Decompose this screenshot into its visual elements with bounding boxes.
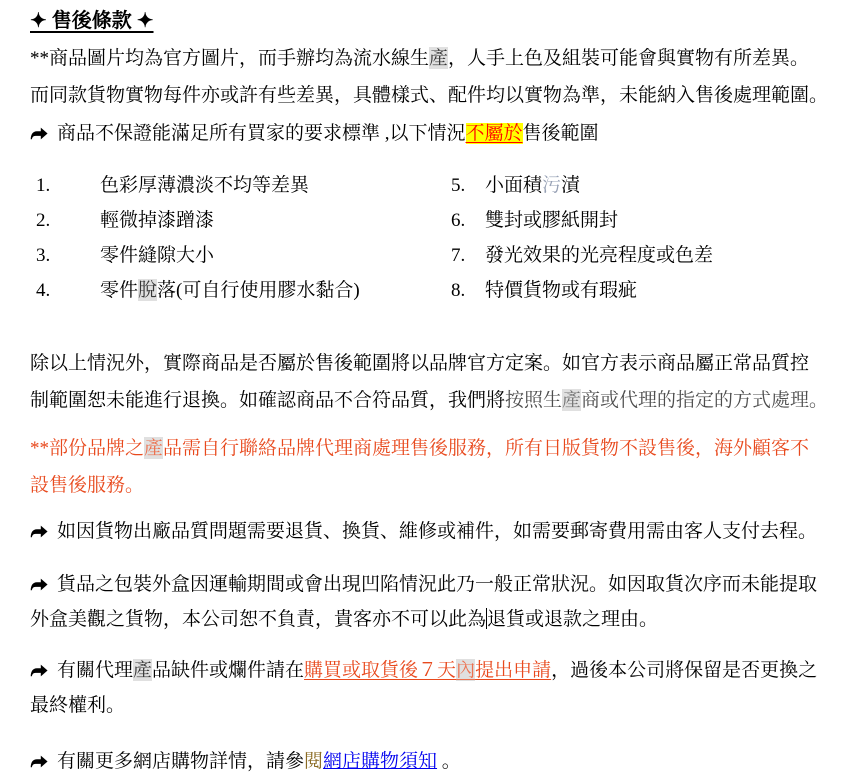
item-number: 6. [451, 210, 466, 231]
fallback-glyph: 污 [542, 174, 562, 196]
brand-note-line-1: **部份品牌之產品需自行聯絡品牌代理商處理售後服務，所有日版貨物不設售後，海外顧客不 [30, 437, 810, 459]
intro-text: **商品圖片均為官方圖片，而手辦均為流水線生 [30, 48, 430, 69]
exclusion-item: 1. 色彩厚薄濃淡不均等差異 [30, 168, 451, 203]
shipping-note-line [30, 513, 846, 550]
exclusion-row [30, 168, 846, 203]
missing-parts-line-2: 最終權利。 [30, 695, 126, 716]
item-number: 2. [36, 210, 51, 231]
exclusion-list [30, 168, 846, 308]
fallback-glyph: 產 [133, 659, 153, 681]
packaging-note-paragraph [30, 567, 846, 637]
brand-note-line-2: 設售後服務。 [30, 475, 145, 496]
item-number: 7. [451, 245, 466, 266]
packaging-note-line-1: 貨品之包裝外盒因運輸期間或會出現凹陷情況此乃一般正常狀況。如因取貨次序而未能提取 [30, 567, 846, 602]
arrow-icon [30, 664, 48, 677]
intro-line-1 [30, 40, 846, 77]
shipping-note-text: 如因貨物出廠品質問題需要退貨、換貨、維修或補件，如需要郵寄費用需由客人支付去程。 [57, 521, 818, 542]
notice-line [30, 115, 846, 152]
item-number: 4. [36, 280, 51, 301]
arrow-icon [30, 578, 48, 591]
gray-text-run: 按照生產商或代理的指定的方式處理。 [505, 389, 829, 411]
arrow-icon [30, 127, 48, 140]
fallback-glyph: 產 [562, 389, 582, 411]
intro-paragraph [30, 40, 846, 114]
exclusion-item: 2. 輕微掉漆蹭漆 [30, 203, 451, 238]
exclusion-row [30, 238, 846, 273]
missing-parts-line-1: 有關代理產品缺件或爛件請在購買或取貨後７天內提出申請，過後本公司將保留是否更換之 [30, 653, 846, 688]
highlighted-exclusion-text: 不屬於 [465, 123, 523, 144]
notice-text: 商品不保證能滿足所有買家的要求標準 ,以下情況 [57, 123, 466, 144]
brand-note-paragraph [30, 430, 846, 504]
arrow-icon [30, 525, 48, 538]
policy-paragraph [30, 345, 846, 419]
exclusion-item: 3. 零件縫隙大小 [30, 238, 451, 273]
arrow-icon [30, 755, 48, 768]
fallback-glyph: 產 [429, 47, 449, 69]
store-shopping-notes-link[interactable]: 網店購物須知 [323, 751, 438, 772]
missing-parts-paragraph [30, 653, 846, 723]
notice-text: 售後範圍 [522, 123, 599, 144]
exclusion-row [30, 273, 846, 308]
fallback-glyph: 閱 [304, 750, 324, 772]
page-title: ✦ 售後條款 ✦ [30, 10, 154, 32]
intro-line-2: 而同款貨物實物每件亦或許有些差異，具體樣式、配件均以實物為準，未能納入售後處理範圍。 [30, 85, 829, 106]
fallback-glyph: 內 [456, 659, 476, 681]
exclusion-row [30, 203, 846, 238]
exclusion-item: 7. 發光效果的光亮程度或色差 [451, 238, 713, 273]
exclusion-item: 5. 小面積污漬 [451, 168, 580, 203]
exclusion-item: 8. 特價貨物或有瑕疵 [451, 273, 637, 308]
policy-line-2: 制範圍恕未能進行退換。如確認商品不合符品質，我們將按照生產商或代理的指定的方式處理。 [30, 389, 829, 411]
exclusion-item: 4. 零件脫落(可自行使用膠水黏合) [30, 273, 451, 308]
item-number: 5. [451, 175, 466, 196]
more-info-line [30, 744, 846, 779]
exclusion-item: 6. 雙封或膠紙開封 [451, 203, 618, 238]
fallback-glyph: 脫 [138, 279, 158, 301]
deadline-emphasis-text: 購買或取貨後７天內提出申請 [304, 659, 552, 681]
packaging-note-line-2: 外盒美觀之貨物，本公司恕不負責，貴客亦不可以此為退貨或退款之理由。 [30, 609, 659, 630]
policy-line-1: 除以上情況外，實際商品是否屬於售後範圍將以品牌官方定案。如官方表示商品屬正常品質控 [30, 353, 810, 374]
more-info-text: 有關更多網店購物詳情，請參 [57, 751, 305, 772]
item-number: 3. [36, 245, 51, 266]
fallback-glyph: 產 [144, 437, 164, 459]
intro-text: ，人手上色及組裝可能會與實物有所差異。 [448, 48, 810, 69]
item-number: 1. [36, 175, 51, 196]
more-info-text: 。 [437, 751, 461, 772]
item-number: 8. [451, 280, 466, 301]
